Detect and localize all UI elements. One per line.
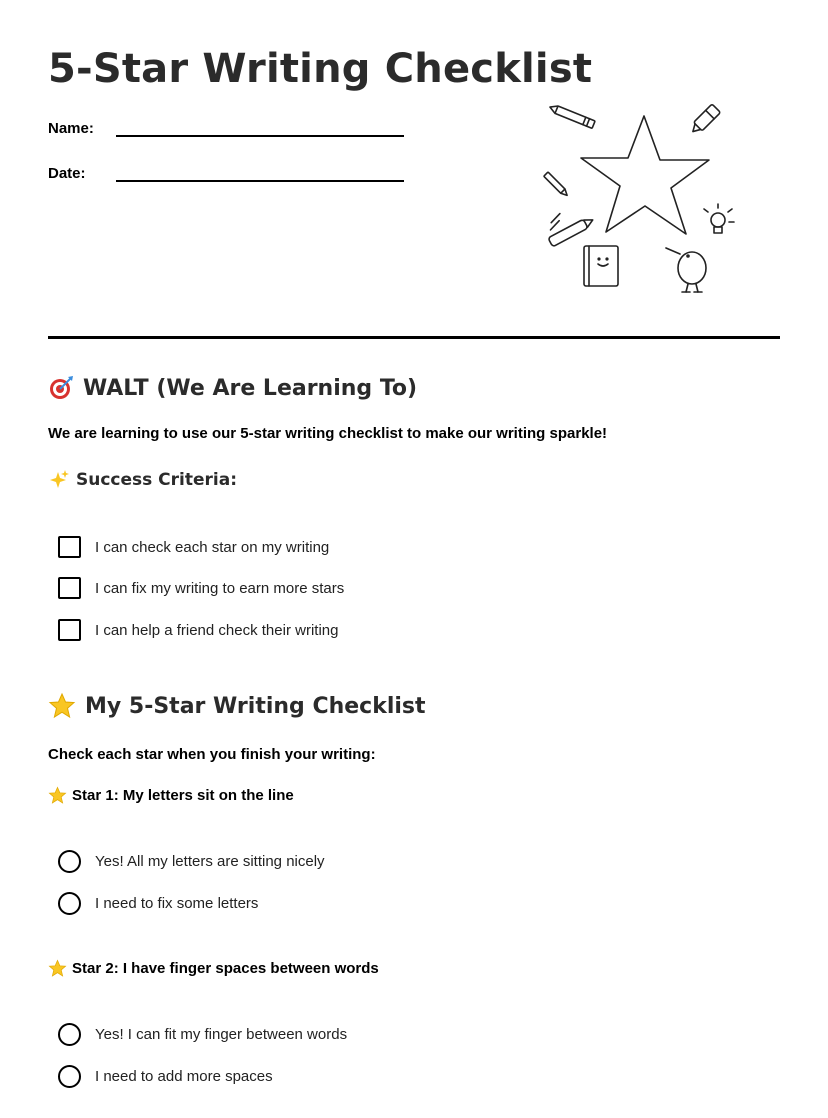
walt-text: We are learning to use our 5-star writing checklist to make our writing sparkle! (48, 425, 608, 442)
success-criterion-label: I can help a friend check their writing (95, 621, 339, 639)
star-option-item[interactable] (58, 850, 325, 873)
success-criteria-heading-text: Success Criteria: (76, 470, 238, 490)
star-2-heading-text: Star 2: I have finger spaces between words (72, 960, 379, 977)
small-pencil-icon (544, 172, 569, 197)
notebook-icon (584, 246, 618, 286)
star-option-item[interactable] (58, 1023, 347, 1046)
date-field (48, 162, 404, 182)
radio-button[interactable] (58, 850, 81, 873)
walt-heading (48, 375, 417, 401)
success-criterion-item[interactable] (58, 536, 329, 558)
star-option-label: Yes! I can fit my finger between words (95, 1026, 348, 1043)
radio-button[interactable] (58, 1023, 81, 1046)
star-option-label: I need to fix some letters (95, 895, 259, 912)
checklist-heading (48, 692, 426, 720)
checklist-heading-text: My 5-Star Writing Checklist (85, 693, 426, 719)
success-criterion-item[interactable] (58, 577, 344, 599)
star-icon (48, 959, 67, 978)
name-input-line[interactable] (116, 117, 404, 137)
radio-button[interactable] (58, 1065, 81, 1088)
checkbox[interactable] (58, 536, 81, 558)
page-title: 5-Star Writing Checklist (48, 46, 593, 92)
star-option-label: I need to add more spaces (95, 1068, 273, 1085)
star-option-item[interactable] (58, 1065, 273, 1088)
star-icon (48, 786, 67, 805)
writing-doodle-illustration (540, 98, 740, 294)
checklist-intro: Check each star when you finish your writing: (48, 746, 376, 763)
star-2-heading (48, 959, 379, 978)
star-option-item[interactable] (58, 892, 258, 915)
star-1-heading-text: Star 1: My letters sit on the line (72, 787, 294, 804)
date-input-line[interactable] (116, 162, 404, 182)
success-criterion-item[interactable] (58, 619, 338, 641)
star-icon (48, 692, 76, 720)
bird-icon (666, 248, 706, 292)
date-label: Date: (48, 165, 86, 182)
success-criterion-label: I can check each star on my writing (95, 538, 330, 556)
target-icon (48, 375, 74, 401)
name-label: Name: (48, 120, 94, 137)
checkbox[interactable] (58, 577, 81, 599)
star-1-heading (48, 786, 294, 805)
star-option-label: Yes! All my letters are sitting nicely (95, 853, 325, 870)
marker-icon (689, 104, 721, 136)
checkbox[interactable] (58, 619, 81, 641)
success-criterion-label: I can fix my writing to earn more stars (95, 579, 345, 597)
radio-button[interactable] (58, 892, 81, 915)
success-criteria-heading (48, 469, 237, 491)
sparkles-icon (48, 469, 70, 491)
pencil-icon (549, 103, 596, 128)
big-star-icon (581, 116, 709, 234)
name-field (48, 117, 404, 137)
lightbulb-icon (704, 204, 734, 233)
crayon-icon (540, 201, 595, 246)
walt-heading-text: WALT (We Are Learning To) (83, 375, 418, 401)
section-divider (48, 336, 780, 339)
